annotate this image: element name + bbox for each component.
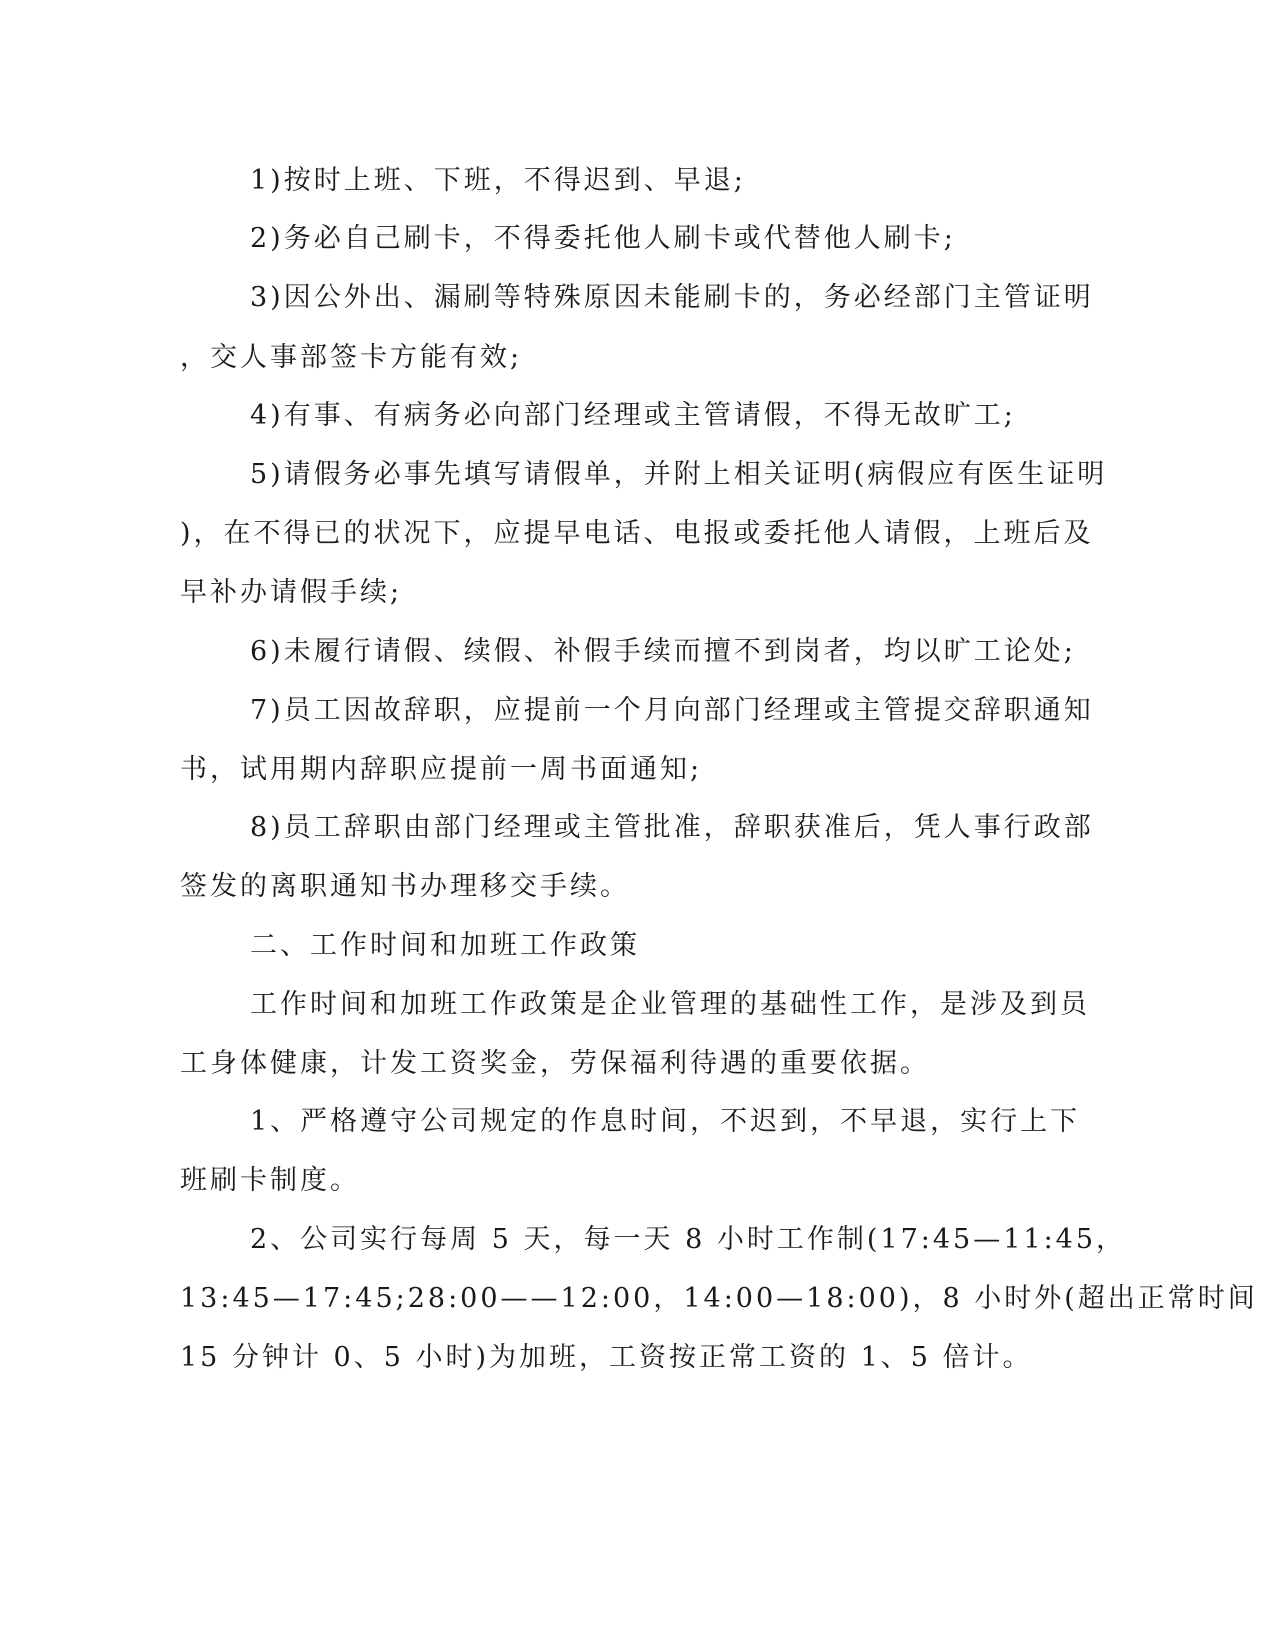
text-line: 工身体健康，计发工资奖金，劳保福利待遇的重要依据。 [180,1048,930,1079]
section-heading: 二、工作时间和加班工作政策 [250,930,640,961]
text-line: 1)按时上班、下班，不得迟到、早退; [250,165,746,196]
text-line: 15 分钟计 0、5 小时)为加班，工资按正常工资的 1、5 倍计。 [180,1342,1033,1373]
text-line: 13:45—17:45;28:00——12:00，14:00—18:00)，8 小时外(超出正常时间 [180,1283,1258,1314]
text-line: 班刷卡制度。 [180,1165,360,1196]
text-line: 签发的离职通知书办理移交手续。 [180,871,630,902]
text-line: ，交人事部签卡方能有效; [180,342,523,373]
text-line: 6)未履行请假、续假、补假手续而擅不到岗者，均以旷工论处; [250,636,1076,667]
text-line: )，在不得已的状况下，应提早电话、电报或委托他人请假，上班后及 [180,518,1094,549]
text-line: 早补办请假手续; [180,577,403,608]
text-line: 4)有事、有病务必向部门经理或主管请假，不得无故旷工; [250,400,1016,431]
text-line: 3)因公外出、漏刷等特殊原因未能刷卡的，务必经部门主管证明 [250,282,1094,313]
text-line: 书，试用期内辞职应提前一周书面通知; [180,754,703,785]
text-line: 8)员工辞职由部门经理或主管批准，辞职获准后，凭人事行政部 [250,812,1094,843]
text-line: 1、严格遵守公司规定的作息时间，不迟到，不早退，实行上下 [250,1106,1081,1137]
text-line: 5)请假务必事先填写请假单，并附上相关证明(病假应有医生证明 [250,459,1108,490]
text-line: 2)务必自己刷卡，不得委托他人刷卡或代替他人刷卡; [250,223,956,254]
text-line: 7)员工因故辞职，应提前一个月向部门经理或主管提交辞职通知 [250,695,1094,726]
text-line: 2、公司实行每周 5 天，每一天 8 小时工作制(17:45—11:45， [250,1224,1127,1255]
text-line: 工作时间和加班工作政策是企业管理的基础性工作，是涉及到员 [250,989,1090,1020]
